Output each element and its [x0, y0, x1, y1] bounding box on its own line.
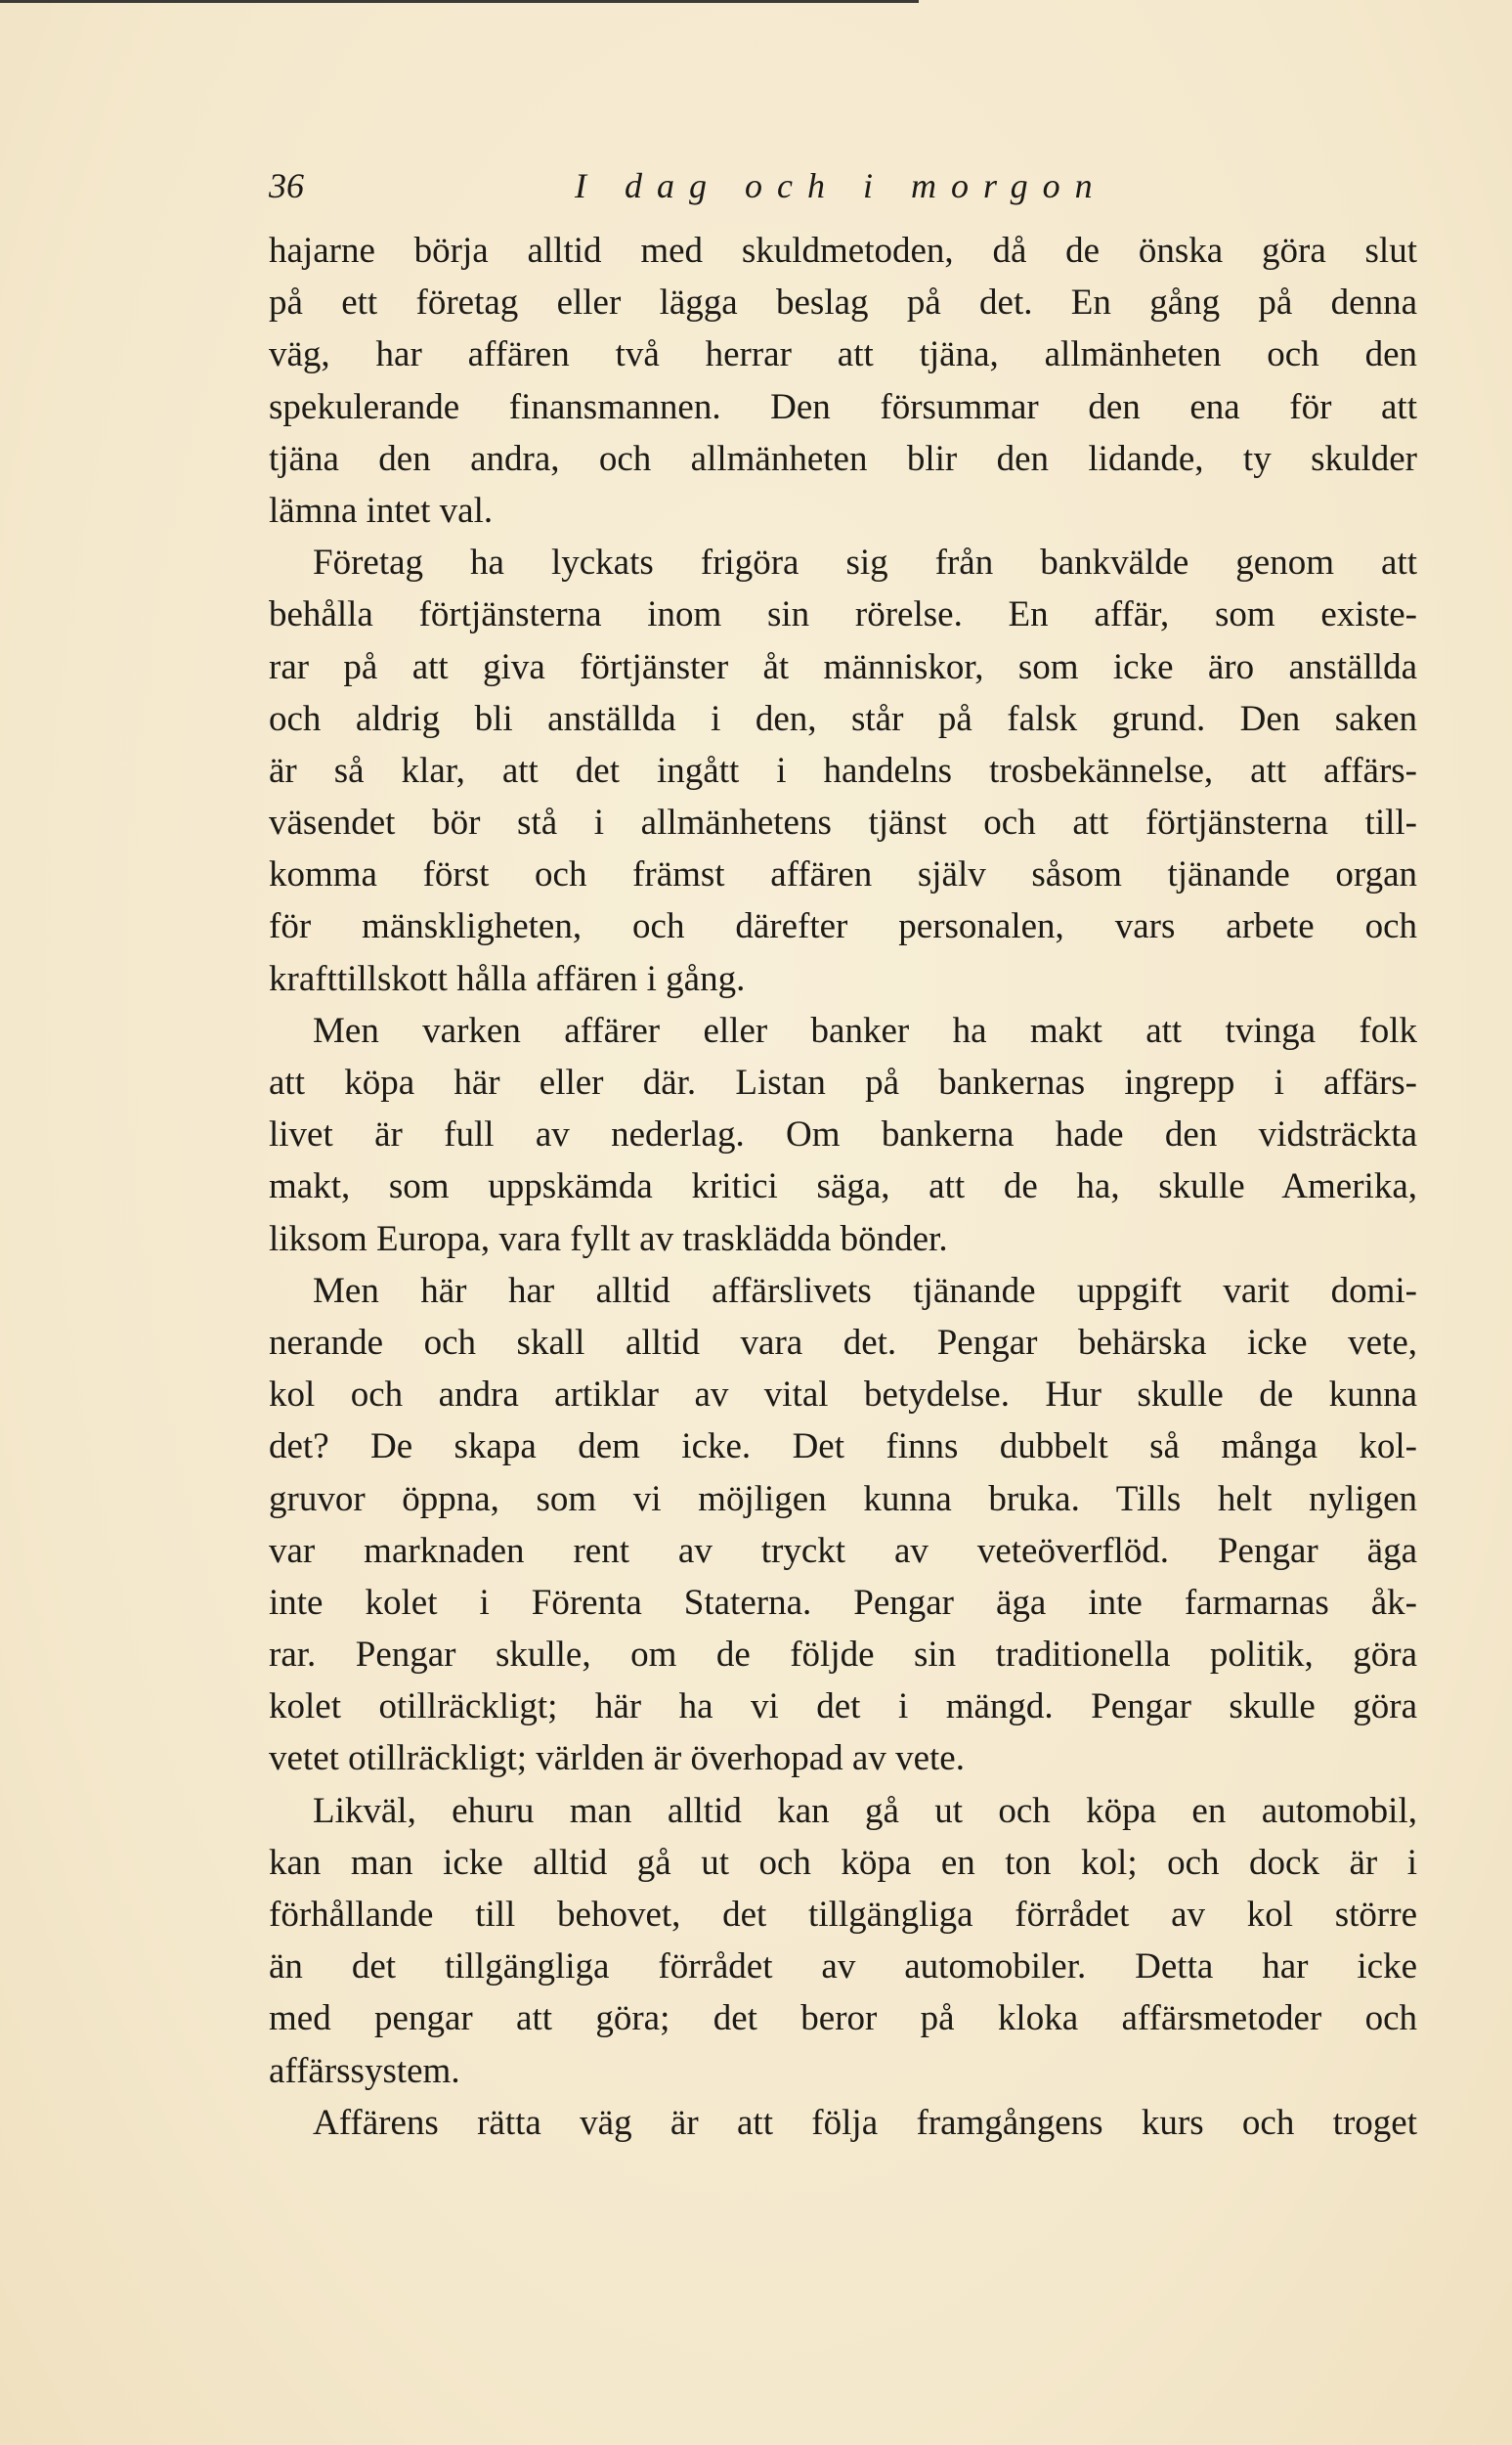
body-text [269, 225, 1417, 2149]
text-line: förhållande till behovet, det tillgängliga förrådet av kol större [269, 1895, 1417, 1935]
text-line: rar på att giva förtjänster åt människor, som icke äro anställda [269, 646, 1417, 687]
text-line: lämna intet val. [269, 490, 494, 531]
text-line: Företag ha lyckats frigöra sig från bankvälde genom att [313, 543, 1417, 584]
text-line: att köpa här eller där. Listan på bankernas ingrepp i affärs- [269, 1063, 1417, 1103]
top-edge-rule [0, 0, 919, 3]
text-line: krafttillskott hålla affären i gång. [269, 958, 746, 999]
text-line: med pengar att göra; det beror på kloka affärsmetoder och [269, 1998, 1417, 2039]
text-line: är så klar, att det ingått i handelns trosbekännelse, att affärs- [269, 750, 1417, 791]
text-line: kan man icke alltid gå ut och köpa en ton kol; och dock är i [269, 1842, 1417, 1883]
text-line: väsendet bör stå i allmänhetens tjänst och att förtjänsterna till- [269, 803, 1417, 844]
text-line: hajarne börja alltid med skuldmetoden, då de önska göra slut [269, 231, 1417, 271]
text-line: livet är full av nederlag. Om bankerna hade den vidsträckta [269, 1114, 1417, 1156]
page-header [269, 156, 1417, 215]
text-line: inte kolet i Förenta Staterna. Pengar äga inte farmarnas åk- [269, 1582, 1417, 1623]
text-line: makt, som uppskämda kritici säga, att de ha, skulle Amerika, [269, 1166, 1417, 1207]
page-number: 36 [269, 166, 304, 205]
text-line: det? De skapa dem icke. Det finns dubbelt så många kol- [269, 1426, 1417, 1467]
text-line: nerande och skall alltid vara det. Pengar behärska icke vete, [269, 1322, 1417, 1363]
text-line: tjäna den andra, och allmänheten blir den lidande, ty skulder [269, 438, 1417, 479]
text-line: och aldrig bli anställda i den, står på falsk grund. Den saken [269, 698, 1417, 739]
running-title: I dag och i morgon [575, 166, 1107, 205]
text-line: kol och andra artiklar av vital betydelse. Hur skulle de kunna [269, 1375, 1417, 1416]
text-line: än det tillgängliga förrådet av automobiler. Detta har icke [269, 1946, 1417, 1987]
text-line: var marknaden rent av tryckt av veteöverflöd. Pengar äga [269, 1530, 1417, 1571]
text-line: Affärens rätta väg är att följa framgångens kurs och troget [313, 2102, 1417, 2143]
text-line: på ett företag eller lägga beslag på det. En gång på denna [269, 283, 1417, 324]
text-line: rar. Pengar skulle, om de följde sin traditionella politik, göra [269, 1635, 1417, 1676]
text-line: Men här har alltid affärslivets tjänande uppgift varit domi- [313, 1270, 1417, 1311]
text-line: Men varken affärer eller banker ha makt att tvinga folk [313, 1010, 1417, 1051]
text-line: behålla förtjänsterna inom sin rörelse. En affär, som existe- [269, 594, 1417, 635]
text-line: vetet otillräckligt; världen är överhopad av vete. [269, 1738, 965, 1779]
text-line: liksom Europa, vara fyllt av trasklädda bönder. [269, 1218, 948, 1259]
text-line: komma först och främst affären själv såsom tjänande organ [269, 854, 1417, 895]
text-line: affärssystem. [269, 2050, 460, 2091]
text-line: spekulerande finansmannen. Den försummar den ena för att [269, 386, 1417, 427]
text-line: väg, har affären två herrar att tjäna, allmänheten och den [269, 334, 1417, 375]
text-line: gruvor öppna, som vi möjligen kunna bruka. Tills helt nyligen [269, 1478, 1417, 1519]
text-line: för mänskligheten, och därefter personalen, vars arbete och [269, 906, 1417, 947]
text-line: kolet otillräckligt; här ha vi det i mängd. Pengar skulle göra [269, 1686, 1417, 1727]
text-line: Likväl, ehuru man alltid kan gå ut och köpa en automobil, [313, 1790, 1417, 1831]
